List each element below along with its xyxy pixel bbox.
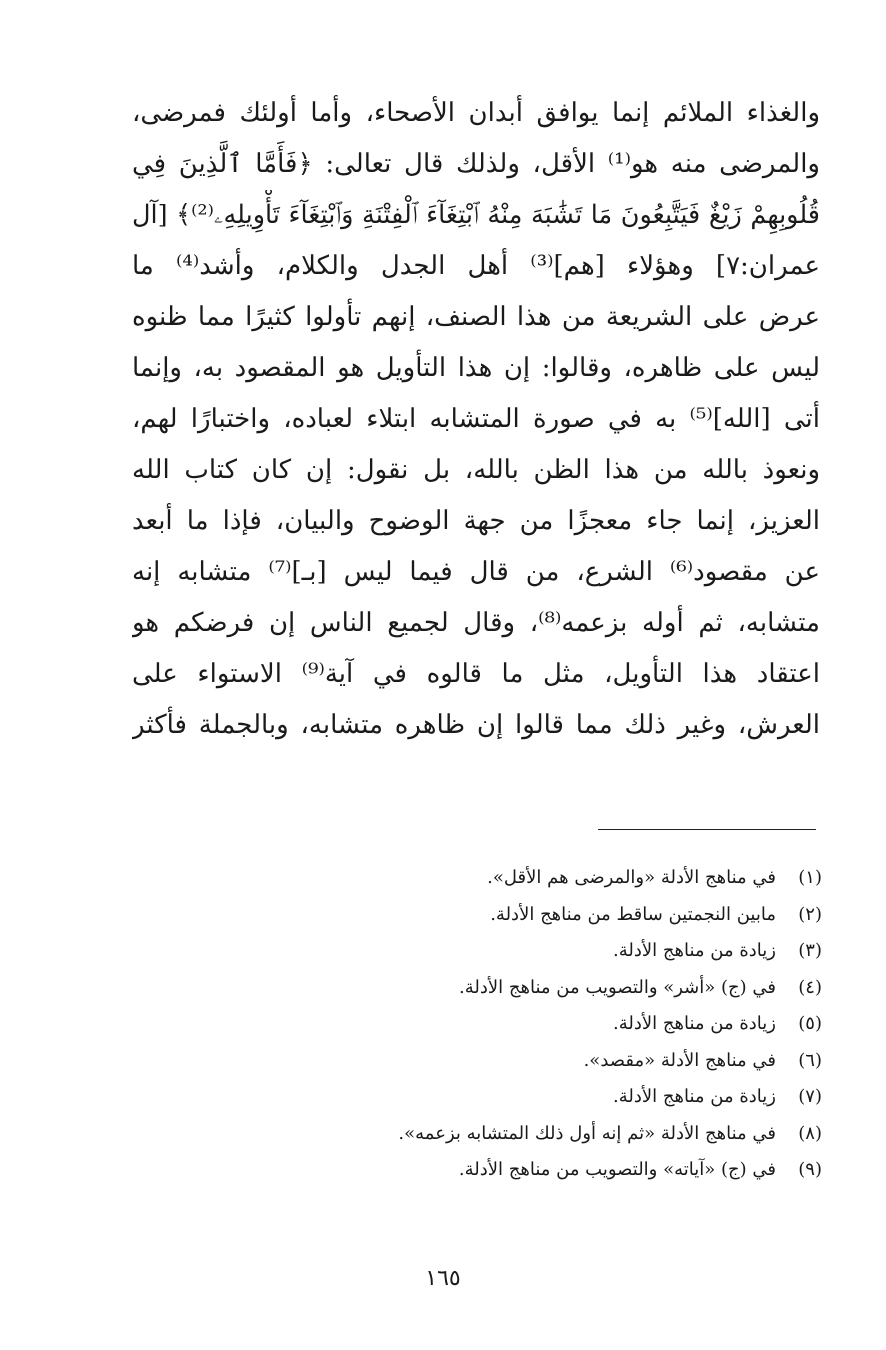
footnote-divider (598, 829, 816, 830)
footnote-text: في مناهج الأدلة «ثم إنه أول ذلك المتشابه بزعمه». (398, 1122, 776, 1144)
footnote-item (300, 1043, 822, 1080)
footnote-text: في (ج) «آياته» والتصويب من مناهج الأدلة. (458, 1159, 776, 1180)
text-line: عن مقصود⁽⁶⁾ الشرع، من قال فيما ليس [بـ]⁽⁷⁾ متشابه إنه (132, 557, 820, 587)
text-line: عمران:٧] وهؤلاء [هم]⁽³⁾ أهل الجدل والكلام، وأشد⁽⁴⁾ ما (132, 251, 820, 281)
text-line: العزيز، إنما جاء معجزًا من جهة الوضوح والبيان، فإذا ما أبعد (132, 506, 820, 536)
footnote-number: (٦) (798, 1049, 822, 1071)
footnote-number: (٨) (798, 1122, 822, 1144)
text-line: العرش، وغير ذلك مما قالوا إن ظاهره متشابه، وبالجملة فأكثر (132, 710, 820, 740)
footnote-text: زيادة من مناهج الأدلة. (613, 1013, 776, 1034)
footnote-text: في (ج) «أشر» والتصويب من مناهج الأدلة. (459, 976, 776, 998)
footnote-item (300, 860, 822, 897)
footnote-number: (٢) (798, 903, 822, 925)
page-number: ١٦٥ (425, 1266, 461, 1291)
footnote-item (300, 1116, 822, 1153)
footnote-item (300, 1079, 822, 1116)
text-line: ونعوذ بالله من هذا الظن بالله، بل نقول: إن كان كتاب الله (132, 455, 820, 485)
footnote-text: مابين النجمتين ساقط من مناهج الأدلة. (490, 903, 776, 925)
footnote-item (300, 933, 822, 970)
text-line: أتى [الله]⁽⁵⁾ به في صورة المتشابه ابتلاء لعباده، واختبارًا لهم، (132, 404, 820, 434)
footnote-number: (٥) (798, 1013, 822, 1034)
text-line: اعتقاد هذا التأويل، مثل ما قالوه في آية⁽⁹⁾ الاستواء على (132, 659, 820, 689)
footnote-number: (٤) (798, 976, 822, 998)
footnote-item (300, 1006, 822, 1043)
footnote-number: (٧) (798, 1086, 822, 1107)
footnote-number: (٣) (798, 940, 822, 961)
footnote-text: في مناهج الأدلة «والمرضى هم الأقل». (487, 867, 776, 888)
footnote-item (300, 897, 822, 934)
text-line: والمرضى منه هو⁽¹⁾ الأقل، ولذلك قال تعالى: ﴿فَأَمَّا ٱلَّذِينَ فِي (132, 149, 820, 179)
footnote-text: زيادة من مناهج الأدلة. (613, 940, 776, 961)
footnote-text: في مناهج الأدلة «مقصد». (583, 1049, 776, 1071)
footnote-item (300, 970, 822, 1007)
footnote-number: (٩) (798, 1159, 822, 1180)
footnote-number: (١) (798, 867, 822, 888)
footnote-item (300, 1152, 822, 1189)
footnote-text: زيادة من مناهج الأدلة. (613, 1086, 776, 1107)
footnotes-list (300, 860, 822, 1189)
text-line: ليس على ظاهره، وقالوا: إن هذا التأويل هو المقصود به، وإنما (132, 353, 820, 383)
text-line: قُلُوبِهِمْ زَيْغٌ فَيَتَّبِعُونَ مَا تَشَٰبَهَ مِنْهُ ٱبْتِغَآءَ ٱلْفِتْنَةِ وَٱبْتِغَآءَ تَأْوِيلِهِۦ⁽²⁾﴾ [آل (132, 200, 820, 230)
main-text (132, 88, 820, 751)
text-line: متشابه، ثم أوله بزعمه⁽⁸⁾، وقال لجميع الناس إن فرضكم هو (132, 608, 820, 638)
text-line: عرض على الشريعة من هذا الصنف، إنهم تأولوا كثيرًا مما ظنوه (132, 302, 820, 332)
text-line: والغذاء الملائم إنما يوافق أبدان الأصحاء، وأما أولئك فمرضى، (132, 98, 820, 128)
